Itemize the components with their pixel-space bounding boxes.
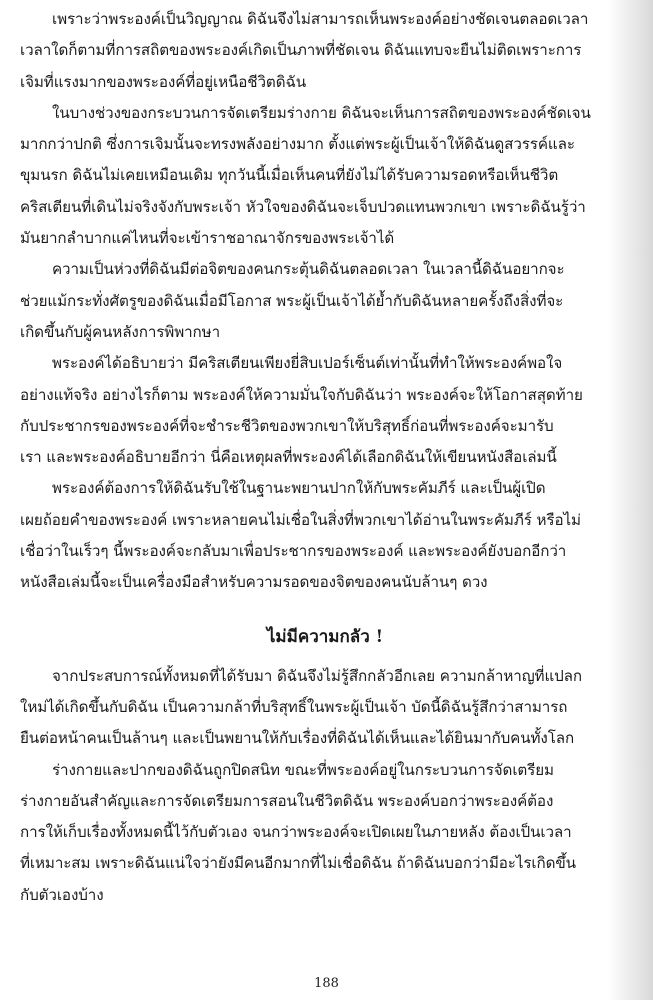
text-line: อย่างแท้จริง อย่างไรก็ตาม พระองค์ให้ความมั่นใจกับดิฉันว่า พระองค์จะให้โอกาสสุดท้าย: [20, 385, 583, 404]
text-line: เวลาใดก็ตามที่การสถิตของพระองค์เกิดเป็นภาพที่ชัดเจน ดิฉันแทบจะยืนไม่ติดเพราะการ: [20, 41, 582, 60]
text-line: มากกว่าปกติ ซึ่งการเจิมนั้นจะทรงพลังอย่างมาก ตั้งแต่พระผู้เป็นเจ้าให้ดิฉันดูสวรรค์และ: [20, 135, 575, 154]
text-line: เรา และพระองค์อธิบายอีกว่า นี่คือเหตุผลที่พระองค์ได้เลือกดิฉันให้เขียนหนังสือเล่มนี้: [20, 448, 557, 467]
paragraph: [20, 4, 630, 98]
text-line: ในบางช่วงของกระบวนการจัดเตรียมร่างกาย ดิฉันจะเห็นการสถิตของพระองค์ชัดเจน: [52, 103, 591, 122]
text-line: พระองค์ต้องการให้ดิฉันรับใช้ในฐานะพยานปากให้กับพระคัมภีร์ และเป็นผู้เปิด: [52, 479, 546, 498]
text-line: เจิมที่แรงมากของพระองค์ที่อยู่เหนือชีวิตดิฉัน: [20, 72, 306, 91]
text-line: จากประสบการณ์ทั้งหมดที่ได้รับมา ดิฉันจึงไม่รู้สึกกลัวอีกเลย ความกล้าหาญที่แปลก: [52, 666, 582, 685]
text-line: การให้เก็บเรื่องทั้งหมดนี้ไว้กับตัวเอง จนกว่าพระองค์จะเปิดเผยในภายหลัง ต้องเป็นเวลา: [20, 823, 572, 842]
paragraph: [20, 473, 630, 598]
body-text: [20, 4, 630, 911]
paragraph: [20, 254, 630, 348]
text-line: เกิดขึ้นกับผู้คนหลังการพิพากษา: [20, 322, 220, 341]
text-line: ที่เหมาะสม เพราะดิฉันแน่ใจว่ายังมีคนอีกมากที่ไม่เชื่อดิฉัน ถ้าดิฉันบอกว่ามีอะไรเกิดขึ้น: [20, 854, 576, 873]
paragraph: [20, 348, 630, 473]
text-line: หนังสือเล่มนี้จะเป็นเครื่องมือสำหรับความรอดของจิตของคนนับล้านๆ ดวง: [20, 573, 488, 592]
text-line: กับประชากรของพระองค์ที่จะชำระชีวิตของพวกเขาให้บริสุทธิ์ก่อนที่พระองค์จะมารับ: [20, 416, 554, 435]
text-line: ร่างกายและปากของดิฉันถูกปิดสนิท ขณะที่พระองค์อยู่ในกระบวนการจัดเตรียม: [52, 760, 554, 779]
text-line: พระองค์ได้อธิบายว่า มีคริสเตียนเพียงยี่สิบเปอร์เซ็นต์เท่านั้นที่ทำให้พระองค์พอใจ: [52, 354, 563, 373]
text-line: ร่างกายอันสำคัญและการจัดเตรียมการสอนในชีวิตดิฉัน พระองค์บอกว่าพระองค์ต้อง: [20, 791, 554, 810]
text-line: เพราะว่าพระองค์เป็นวิญญาณ ดิฉันจึงไม่สามารถเห็นพระองค์อย่างชัดเจนตลอดเวลา: [52, 10, 589, 28]
text-line: เชื่อว่าในเร็วๆ นี้พระองค์จะกลับมาเพื่อประชากรของพระองค์ และพระองค์ยังบอกอีกว่า: [20, 542, 567, 561]
text-line: เผยถ้อยคำของพระองค์ เพราะหลายคนไม่เชื่อในสิ่งที่พวกเขาได้อ่านในพระคัมภีร์ หรือไม่: [20, 510, 581, 529]
text-line: ช่วยแม้กระทั่งศัตรูของดิฉันเมื่อมีโอกาส พระผู้เป็นเจ้าได้ย้ำกับดิฉันหลายครั้งถึงสิ่งที่จะ: [20, 291, 564, 310]
text-line: กับตัวเองบ้าง: [20, 885, 104, 904]
text-line: ขุมนรก ดิฉันไม่เคยเหมือนเดิม ทุกวันนี้เมื่อเห็นคนที่ยังไม่ได้รับความรอดหรือเห็นชีวิต: [20, 166, 559, 185]
section-heading: ไม่มีความกลัว !: [266, 626, 384, 647]
paragraph: [20, 661, 630, 755]
text-line: มันยากลำบากแค่ไหนที่จะเข้าราชอาณาจักรของพระเจ้าได้: [20, 229, 395, 248]
paragraph: [20, 755, 630, 911]
text-line: ยืนต่อหน้าคนเป็นล้านๆ และเป็นพยานให้กับเรื่องที่ดิฉันได้เห็นและได้ยินมากับคนทั้งโลก: [20, 729, 575, 748]
text-line: คริสเตียนที่เดินไม่จริงจังกับพระเจ้า หัวใจของดิฉันจะเจ็บปวดแทนพวกเขา เพราะดิฉันรู้ว่า: [20, 197, 586, 216]
paragraph: [20, 98, 630, 254]
text-line: ใหม่ได้เกิดขึ้นกับดิฉัน เป็นความกล้าที่บริสุทธิ์ในพระผู้เป็นเจ้า บัดนี้ดิฉันรู้สึกว่าสามารถ: [20, 697, 568, 716]
page-number: 188: [314, 976, 339, 991]
text-line: ความเป็นห่วงที่ดิฉันมีต่อจิตของคนกระตุ้นดิฉันตลอดเวลา ในเวลานี้ดิฉันอยากจะ: [52, 260, 565, 279]
